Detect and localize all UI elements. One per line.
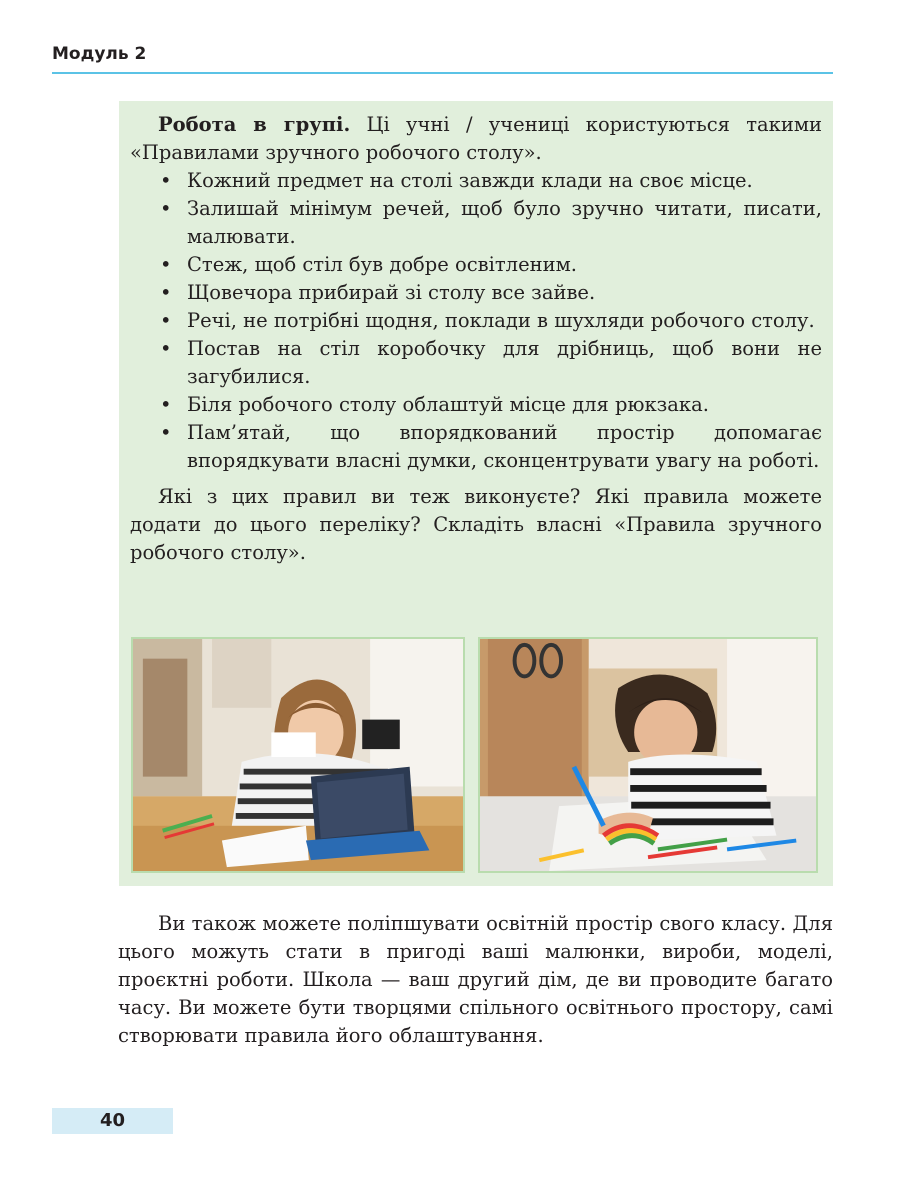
group-work-text [130,111,822,567]
rule-text: Постав на стіл коробочку для дрібниць, щоб вони не загубилися. [187,337,822,388]
main-text [118,910,833,1050]
rule-text: Залишай мінімум речей, щоб було зручно читати, писати, малювати. [187,197,822,248]
bullet: • [160,197,172,220]
rule-text: Кожний предмет на столі завжди клади на своє місце. [187,169,753,192]
bullet: • [160,337,172,360]
list-item [130,419,822,475]
page-number: 40 [99,1110,126,1131]
photo-girl-illustration [133,639,463,871]
list-item [130,335,822,391]
group-work-intro [130,111,822,167]
list-item [130,195,822,251]
header-rule [52,72,833,74]
bullet: • [160,421,172,444]
rule-text: Щовечора прибирай зі столу все зайве. [187,281,596,304]
list-item [130,251,822,279]
rule-text: Біля робочого столу облаштуй місце для рюкзака. [187,393,709,416]
bullet: • [160,309,172,332]
module-header: Модуль 2 [52,44,147,64]
group-work-question: Які з цих правил ви теж виконуєте? Які правила можете додати до цього переліку? Складіть власні «Правила зручного робочого столу». [130,485,822,564]
list-item [130,279,822,307]
bullet: • [160,281,172,304]
list-item [130,391,822,419]
main-paragraph: Ви також можете поліпшувати освітній простір свого класу. Для цього можуть стати в пригоді ваші малюнки, вироби, моделі, проєктні роботи. Школа — ваш другий дім, де ви проводите багато часу. Ви можете бути творцями спільного освітнього простору, самі створювати правила його облаштування. [118,912,833,1047]
rule-text: Речі, не потрібні щодня, поклади в шухляди робочого столу. [187,309,815,332]
photo-boy-illustration [480,639,816,871]
photo-girl-with-tablet [131,637,465,873]
list-item [130,167,822,195]
group-work-intro-text: Ці учні / учениці користуються такими «Правилами зручного робочого столу». [130,113,822,164]
rule-text: Стеж, щоб стіл був добре освітленим. [187,253,577,276]
rules-list [130,167,822,475]
bullet: • [160,393,172,416]
list-item [130,307,822,335]
bullet: • [160,253,172,276]
photo-boy-drawing [478,637,818,873]
bullet: • [160,169,172,192]
rule-text: Пам’ятай, що впорядкований простір допомагає впорядкувати власні думки, сконцентрувати увагу на роботі. [187,421,822,472]
group-work-title: Робота в групі. [158,113,351,136]
